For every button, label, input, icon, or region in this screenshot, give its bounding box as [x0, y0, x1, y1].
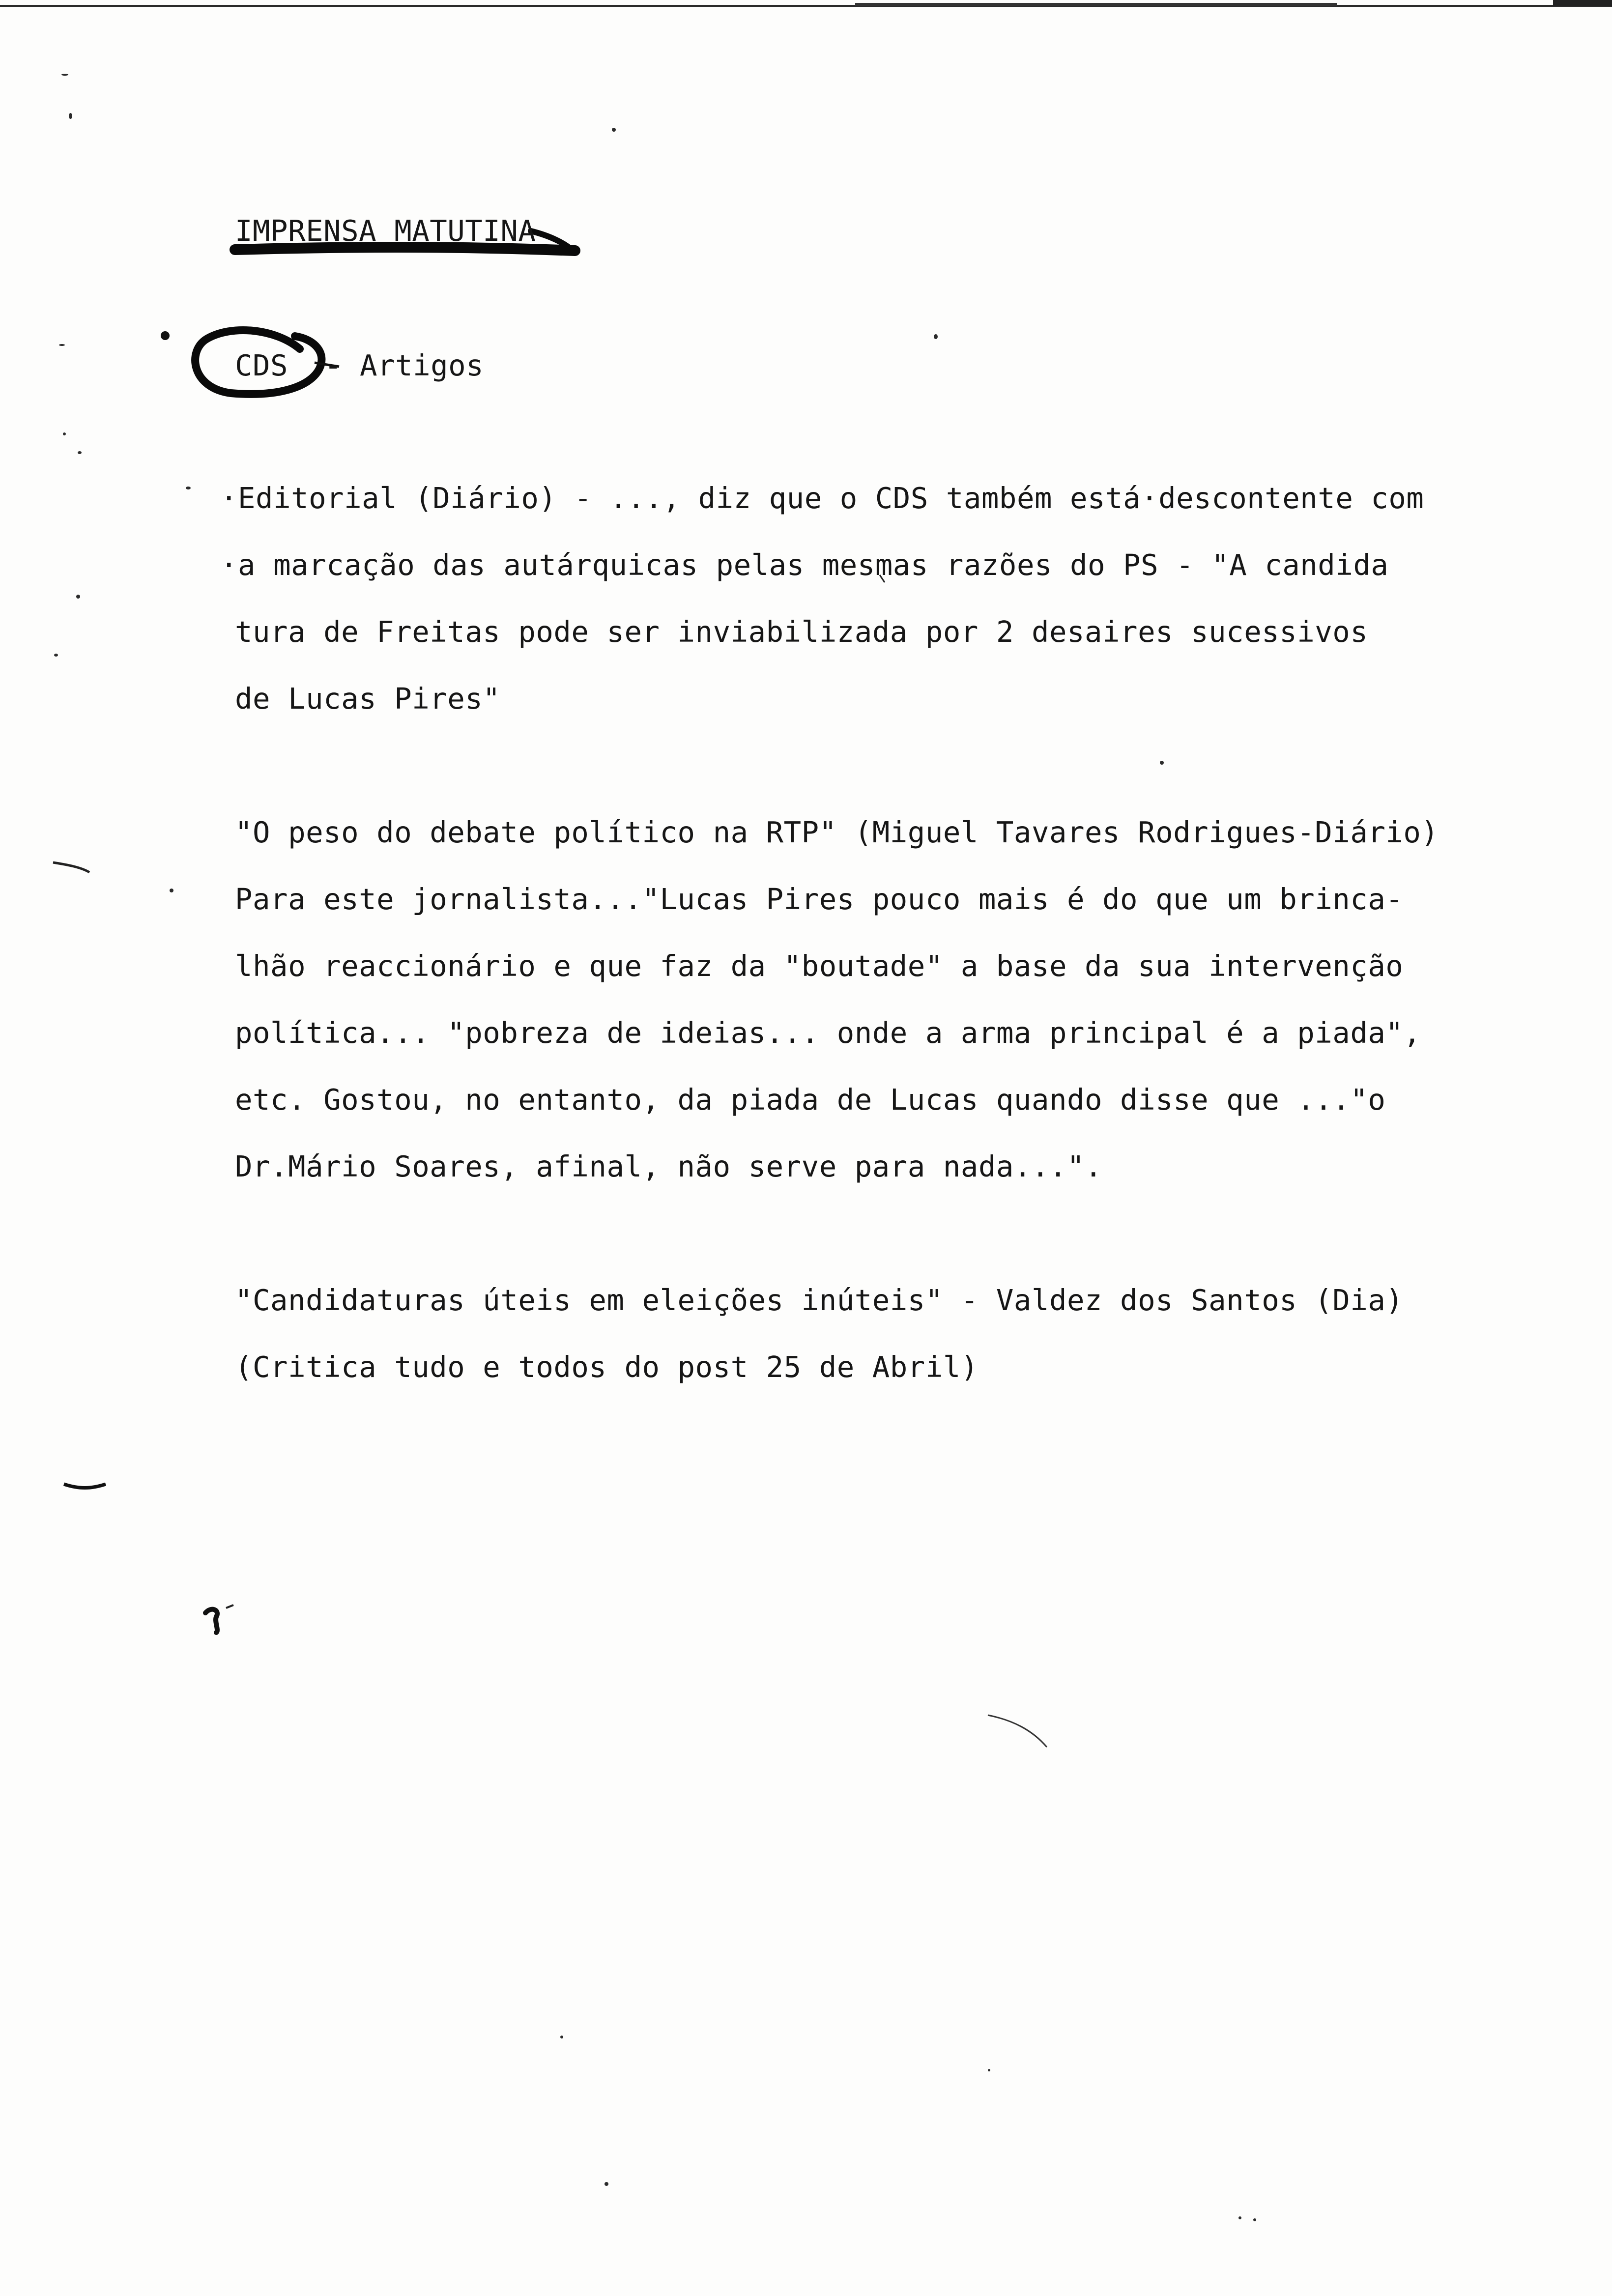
text-line: tura de Freitas pode ser inviabilizada por 2 desaires sucessivos [235, 615, 1368, 649]
page-heading: IMPRENSA MATUTINA [235, 214, 536, 248]
stray-diagonal-stroke [988, 1715, 1047, 1747]
dust-speck [78, 451, 82, 454]
dust-speck [61, 74, 68, 76]
text-line: "Candidaturas úteis em eleições inúteis" - Valdez dos Santos (Dia) [235, 1283, 1404, 1317]
margin-glyph-tick [226, 1605, 233, 1608]
dust-speck [934, 334, 938, 339]
text-line: de Lucas Pires" [235, 682, 501, 716]
margin-curve-mark-1 [53, 862, 89, 872]
dust-speck [612, 128, 616, 132]
text-line: etc. Gostou, no entanto, da piada de Lucas quando disse que ..."o [235, 1083, 1386, 1117]
text-line: ·Editorial (Diário) - ..., diz que o CDS também está·descontente com [220, 481, 1424, 515]
dust-speck [63, 432, 66, 435]
section-label-cds: CDS [235, 348, 288, 382]
margin-glyph-mark [205, 1609, 217, 1633]
margin-curve-mark-2 [64, 1484, 106, 1488]
section-title: - Artigos [324, 348, 484, 382]
heading-marker-underline [235, 247, 575, 251]
dust-speck [59, 344, 65, 346]
text-line: política... "pobreza de ideias... onde a arma principal é a piada", [235, 1016, 1421, 1050]
dust-speck [69, 113, 72, 119]
dust-speck [560, 2036, 563, 2038]
text-line: Dr.Mário Soares, afinal, não serve para nada...". [235, 1149, 1103, 1183]
text-line: "O peso do debate político na RTP" (Miguel Tavares Rodrigues-Diário) [235, 815, 1439, 849]
dust-speck [54, 654, 58, 657]
text-line: (Critica tudo e todos do post 25 de Abril) [235, 1350, 979, 1384]
text-line: lhão reaccionário e que faz da "boutade" a base da sua intervenção [235, 949, 1404, 983]
dust-speck [1160, 761, 1164, 765]
dust-speck [76, 595, 80, 599]
text-line: ·a marcação das autárquicas pelas mesmas razões do PS - "A candida [220, 548, 1389, 582]
dust-speck [604, 2182, 608, 2186]
margin-dot [161, 331, 170, 340]
dust-speck [1238, 2216, 1241, 2219]
dust-speck [186, 487, 191, 489]
dust-speck [988, 2069, 990, 2071]
dust-speck [170, 889, 173, 892]
dust-speck [1253, 2218, 1256, 2221]
text-line: Para este jornalista..."Lucas Pires pouco mais é do que um brinca- [235, 882, 1404, 916]
